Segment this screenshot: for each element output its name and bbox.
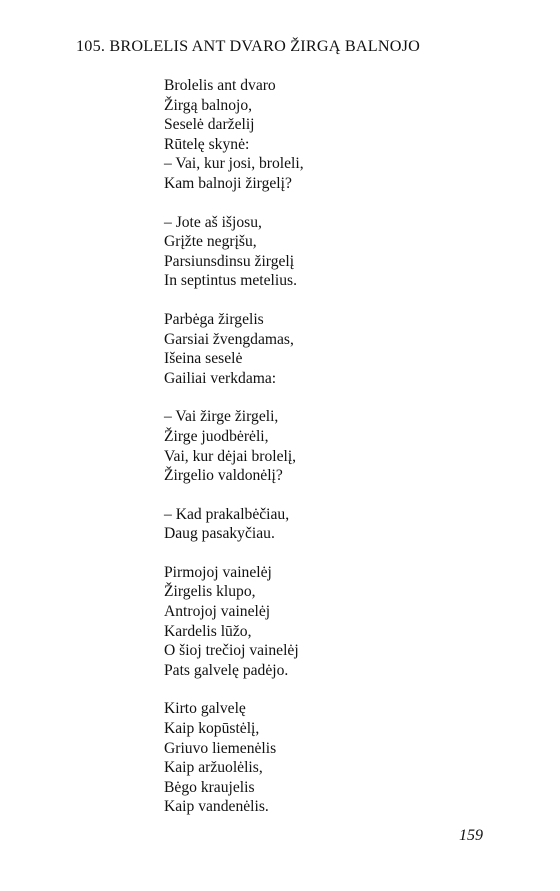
poem-line: Bėgo kraujelis <box>164 778 255 796</box>
poem-line: Brolelis ant dvaro <box>164 77 276 94</box>
poem-line: Žirgelio valdonėlį? <box>164 467 283 485</box>
poem-line: Žirgą balnojo, <box>164 96 253 114</box>
poem-line: Kirto galvelę <box>164 700 246 718</box>
poem-text <box>164 76 304 836</box>
poem-line: – Vai, kur josi, broleli, <box>164 155 304 173</box>
poem-line: Gailiai verkdama: <box>164 369 277 387</box>
poem-line: Išeina seselė <box>164 350 243 368</box>
poem-line: Parbėga žirgelis <box>164 310 264 328</box>
poem-line: Pats galvelę padėjo. <box>164 661 289 679</box>
song-title: 105. BROLELIS ANT DVARO ŽIRGĄ BALNOJO <box>76 37 421 55</box>
poem-line: Pirmojoj vainelėj <box>164 563 272 581</box>
poem-line: Kam balnoji žirgelį? <box>164 174 292 192</box>
stanza-1 <box>164 76 304 194</box>
stanza-3 <box>164 310 304 388</box>
poem-line: Parsiunsdinsu žirgelį <box>164 252 295 270</box>
poem-line: O šioj trečioj vainelėj <box>164 642 299 660</box>
stanza-7 <box>164 699 304 817</box>
stanza-6 <box>164 563 304 681</box>
stanza-5 <box>164 505 304 544</box>
poem-line: Kaip vandenėlis. <box>164 798 269 816</box>
poem-line: Antrojoj vainelėj <box>164 603 271 621</box>
poem-line: Garsiai žvengdamas, <box>164 330 294 348</box>
stanza-2 <box>164 213 304 291</box>
poem-line: – Jote aš išjosu, <box>164 213 262 231</box>
poem-line: Daug pasakyčiau. <box>164 525 275 543</box>
poem-line: Žirge juodbėrėli, <box>164 427 269 445</box>
poem-line: Kaip kopūstėlį, <box>164 720 260 738</box>
poem-line: Žirgelis klupo, <box>164 583 256 601</box>
poem-line: Kardelis lūžo, <box>164 622 252 640</box>
poem-line: – Kad prakalbėčiau, <box>164 505 290 523</box>
poem-line: Rūtelę skynė: <box>164 135 250 153</box>
stanza-4 <box>164 407 304 485</box>
poem-line: Grįžte negrįšu, <box>164 233 257 251</box>
poem-line: In septintus metelius. <box>164 272 297 290</box>
page-number: 159 <box>459 827 483 844</box>
poem-line: Griuvo liemenėlis <box>164 739 277 757</box>
poem-line: Kaip aržuolėlis, <box>164 759 263 777</box>
poem-line: – Vai žirge žirgeli, <box>164 408 279 426</box>
poem-line: Seselė darželij <box>164 116 255 134</box>
poem-line: Vai, kur dėjai brolelį, <box>164 447 297 465</box>
